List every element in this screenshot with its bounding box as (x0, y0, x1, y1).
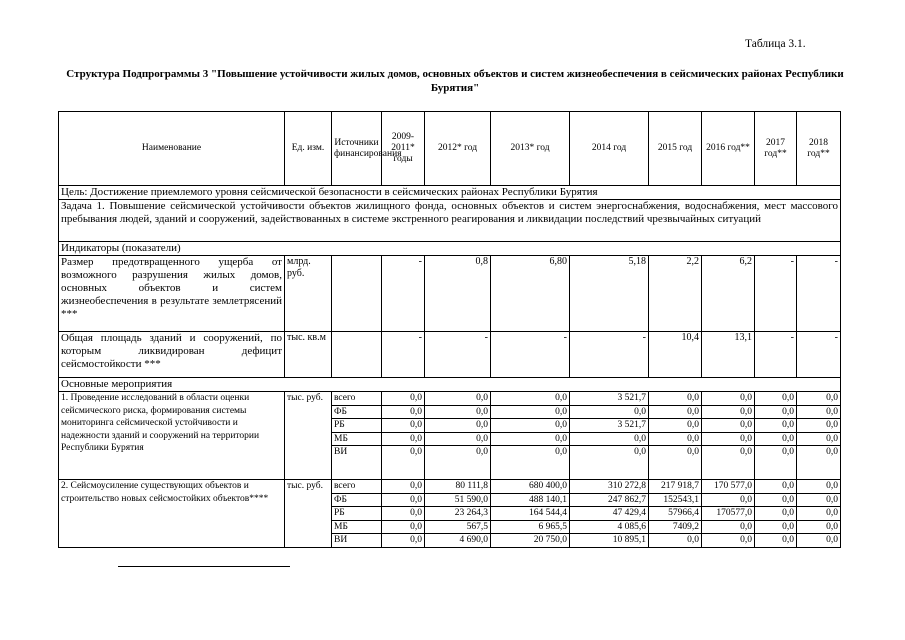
measure-value: 0,0 (702, 446, 755, 480)
indicator-value: - (797, 256, 841, 332)
measure-value: 0,0 (755, 480, 797, 494)
indicator-value: 6,80 (491, 256, 570, 332)
measure-value: 0,0 (491, 405, 570, 419)
measure-value: 0,0 (797, 392, 841, 406)
funding-source: всего (332, 392, 382, 406)
measure-value: 0,0 (649, 534, 702, 548)
measure-value: 0,0 (702, 520, 755, 534)
indicators-label-row (59, 242, 841, 256)
measure-value: 152543,1 (649, 493, 702, 507)
measure-unit: тыс. руб. (285, 392, 332, 480)
measure-value: 4 085,6 (570, 520, 649, 534)
measures-label: Основные мероприятия (59, 378, 841, 392)
header-source: Источники финансирования (332, 112, 382, 186)
indicator-value: - (491, 332, 570, 378)
measure-value: 170 577,0 (702, 480, 755, 494)
measure-value: 3 521,7 (570, 392, 649, 406)
indicators-label: Индикаторы (показатели) (59, 242, 841, 256)
funding-source: ФБ (332, 493, 382, 507)
funding-source: ФБ (332, 405, 382, 419)
measure-name: 2. Сейсмоусиление существующих объектов и строительство новых сейсмостойких объектов**** (59, 480, 285, 548)
measure-value: 0,0 (702, 534, 755, 548)
task-text: Задача 1. Повышение сейсмической устойчивости объектов жилищного фонда, основных объектов и систем энергоснабжения, водоснабжения, мест массового пребывания людей, зданий и сооружений, задействованных в системе экстренного реагирования и ликвидации последствий чрезвычайных ситуаций (59, 200, 841, 242)
measure-value: 23 264,3 (425, 507, 491, 521)
measure-value: 0,0 (570, 405, 649, 419)
measure-value: 164 544,4 (491, 507, 570, 521)
task-row (59, 200, 841, 242)
indicator-name: Общая площадь зданий и сооружений, по которым ликвидирован дефицит сейсмостойкости *** (59, 332, 285, 378)
indicator-value: 6,2 (702, 256, 755, 332)
indicator-row (59, 332, 841, 378)
measure-unit: тыс. руб. (285, 480, 332, 548)
measure-value: 0,0 (382, 446, 425, 480)
indicator-value: 10,4 (649, 332, 702, 378)
indicator-value: 13,1 (702, 332, 755, 378)
measure-value: 3 521,7 (570, 419, 649, 433)
indicator-value: 2,2 (649, 256, 702, 332)
measure-value: 0,0 (649, 446, 702, 480)
indicator-unit: млрд. руб. (285, 256, 332, 332)
measures-label-row (59, 378, 841, 392)
indicator-value: - (570, 332, 649, 378)
measure-value: 0,0 (425, 392, 491, 406)
measure-value: 0,0 (649, 419, 702, 433)
measure-value: 0,0 (755, 419, 797, 433)
header-year-2013: 2013* год (491, 112, 570, 186)
header-row (59, 112, 841, 186)
measure-value: 0,0 (755, 534, 797, 548)
measure-value: 0,0 (797, 446, 841, 480)
header-year-2016: 2016 год** (702, 112, 755, 186)
measure-value: 0,0 (425, 446, 491, 480)
measure-value: 170577,0 (702, 507, 755, 521)
measure-value: 0,0 (382, 480, 425, 494)
measure-value: 0,0 (382, 534, 425, 548)
measure-value: 0,0 (702, 419, 755, 433)
indicator-value: 0,8 (425, 256, 491, 332)
measure-row (59, 480, 841, 494)
measure-value: 0,0 (382, 493, 425, 507)
funding-source: МБ (332, 520, 382, 534)
header-unit: Ед. изм. (285, 112, 332, 186)
indicator-value: - (425, 332, 491, 378)
indicator-value: - (755, 256, 797, 332)
goal-text: Цель: Достижение приемлемого уровня сейсмической безопасности в сейсмических районах Республики Бурятия (59, 186, 841, 200)
indicator-source (332, 256, 382, 332)
header-name: Наименование (59, 112, 285, 186)
indicator-name: Размер предотвращенного ущерба от возможного разрушения жилых домов, основных объектов и систем жизнеобеспечения в результате землетрясений *** (59, 256, 285, 332)
measure-value: 488 140,1 (491, 493, 570, 507)
measure-value: 0,0 (797, 534, 841, 548)
measure-value: 0,0 (382, 419, 425, 433)
table-number: Таблица 3.1. (745, 38, 806, 50)
measure-value: 0,0 (755, 405, 797, 419)
measure-value: 0,0 (491, 446, 570, 480)
measure-name: 1. Проведение исследований в области оценки сейсмического риска, формирования системы мониторинга сейсмической устойчивости и надежности зданий и сооружений на территории Республики Бурятия (59, 392, 285, 480)
measure-value: 0,0 (382, 432, 425, 446)
indicator-row (59, 256, 841, 332)
indicator-value: - (797, 332, 841, 378)
measure-value: 0,0 (702, 432, 755, 446)
measure-value: 0,0 (491, 419, 570, 433)
measure-value: 0,0 (491, 432, 570, 446)
measure-value: 567,5 (425, 520, 491, 534)
measure-value: 0,0 (702, 405, 755, 419)
measure-value: 0,0 (491, 392, 570, 406)
measure-value: 0,0 (755, 392, 797, 406)
measure-value: 0,0 (649, 392, 702, 406)
measure-value: 10 895,1 (570, 534, 649, 548)
measure-value: 0,0 (425, 405, 491, 419)
measure-value: 0,0 (702, 392, 755, 406)
funding-source: РБ (332, 507, 382, 521)
header-year-2012: 2012* год (425, 112, 491, 186)
measure-value: 247 862,7 (570, 493, 649, 507)
measure-value: 0,0 (797, 480, 841, 494)
measure-value: 0,0 (570, 432, 649, 446)
measure-value: 0,0 (755, 493, 797, 507)
header-year-2014: 2014 год (570, 112, 649, 186)
measure-value: 0,0 (797, 493, 841, 507)
measure-value: 0,0 (570, 446, 649, 480)
measure-value: 0,0 (797, 507, 841, 521)
funding-source: всего (332, 480, 382, 494)
measure-value: 57966,4 (649, 507, 702, 521)
header-year-2017: 2017 год** (755, 112, 797, 186)
measure-value: 0,0 (649, 405, 702, 419)
header-year-2018: 2018 год** (797, 112, 841, 186)
measure-value: 0,0 (755, 507, 797, 521)
measure-value: 0,0 (382, 405, 425, 419)
funding-source: РБ (332, 419, 382, 433)
funding-source: ВИ (332, 446, 382, 480)
header-year-2015: 2015 год (649, 112, 702, 186)
funding-source: ВИ (332, 534, 382, 548)
indicator-value: - (382, 256, 425, 332)
program-structure-table (58, 111, 841, 548)
measure-row (59, 392, 841, 406)
indicator-value: - (755, 332, 797, 378)
measure-value: 47 429,4 (570, 507, 649, 521)
indicator-value: 5,18 (570, 256, 649, 332)
measure-value: 0,0 (797, 419, 841, 433)
measure-value: 0,0 (382, 520, 425, 534)
measure-value: 51 590,0 (425, 493, 491, 507)
measure-value: 0,0 (649, 432, 702, 446)
measure-value: 0,0 (755, 520, 797, 534)
measure-value: 0,0 (797, 520, 841, 534)
measure-value: 4 690,0 (425, 534, 491, 548)
measure-value: 0,0 (797, 405, 841, 419)
measure-value: 0,0 (425, 432, 491, 446)
measure-value: 217 918,7 (649, 480, 702, 494)
goal-row (59, 186, 841, 200)
measure-value: 0,0 (702, 493, 755, 507)
funding-source: МБ (332, 432, 382, 446)
footnote-separator (118, 566, 290, 567)
measure-value: 20 750,0 (491, 534, 570, 548)
indicator-source (332, 332, 382, 378)
measure-value: 0,0 (382, 392, 425, 406)
indicator-unit: тыс. кв.м (285, 332, 332, 378)
measure-value: 6 965,5 (491, 520, 570, 534)
header-year-2009-2011: 2009-2011* годы (382, 112, 425, 186)
measure-value: 0,0 (797, 432, 841, 446)
measure-value: 7409,2 (649, 520, 702, 534)
measure-value: 0,0 (755, 446, 797, 480)
measure-value: 80 111,8 (425, 480, 491, 494)
measure-value: 0,0 (382, 507, 425, 521)
measure-value: 0,0 (425, 419, 491, 433)
measure-value: 0,0 (755, 432, 797, 446)
measure-value: 680 400,0 (491, 480, 570, 494)
table-title: Структура Подпрограммы 3 "Повышение устойчивости жилых домов, основных объектов и систем жизнеобеспечения в сейсмических районах Республики Бурятия" (66, 68, 844, 94)
measure-value: 310 272,8 (570, 480, 649, 494)
indicator-value: - (382, 332, 425, 378)
